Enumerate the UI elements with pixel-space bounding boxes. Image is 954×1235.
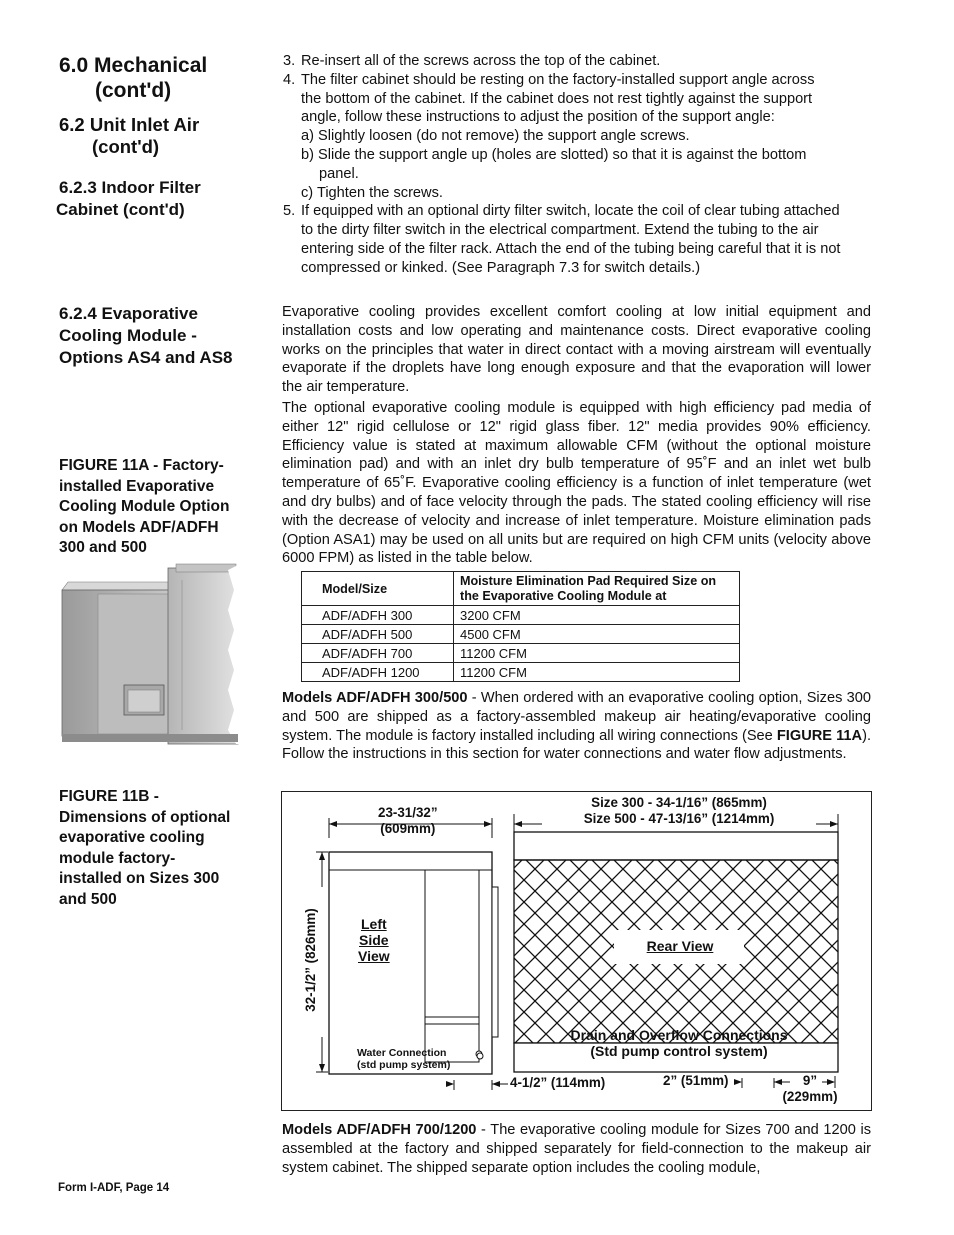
model-label: Models ADF/ADFH 300/500 [282, 690, 468, 706]
list-text: The filter cabinet should be resting on the factory-installed support angle across [301, 71, 815, 88]
sub-item: b) Slide the support angle up (holes are slotted) so that it is against the bottom [301, 146, 807, 163]
caption-line: FIGURE 11A - Factory- [59, 457, 224, 474]
dimension-bottom-114mm: 4-1/2” (114mm) [510, 1075, 606, 1090]
caption-line: installed on Sizes 300 [59, 870, 220, 887]
view-label-line: Left [360, 916, 387, 932]
view-label-line: Side [359, 932, 389, 948]
list-number: 4. [283, 71, 296, 88]
figure-11b-diagram [281, 791, 872, 1111]
dimension-label: (229mm) [782, 1089, 838, 1104]
instruction-list [283, 52, 873, 278]
section-heading-6-0 [59, 53, 207, 103]
heading-line: 6.0 Mechanical [59, 54, 208, 77]
evaporative-module-photo [58, 560, 240, 746]
table-row [302, 644, 740, 663]
list-number: 3. [283, 53, 296, 69]
dimension-height: 32-1/2” (826mm) [303, 908, 318, 1012]
figure-reference: FIGURE 11A [776, 727, 863, 744]
table-cell: 4500 CFM [454, 625, 740, 644]
paragraph-models-300-500 [282, 689, 871, 764]
caption-line: Dimensions of optional [59, 808, 231, 826]
list-text: compressed or kinked. (See Paragraph 7.3 for switch details.) [301, 259, 701, 276]
list-item [283, 202, 873, 277]
dimension-width-right [542, 795, 816, 827]
section-heading-6-2 [59, 114, 199, 158]
list-text: to the dirty filter switch in the electrical compartment. Extend the tubing to the air [301, 222, 819, 239]
table-header-cell: Moisture Elimination Pad Required Size on the Evaporative Cooling Module at [454, 572, 740, 606]
paragraph-models-700-1200 [282, 1121, 871, 1177]
heading-line: 6.2.4 Evaporative [59, 304, 198, 323]
caption-line: Cooling Module Option [59, 498, 230, 515]
table-header-row [302, 572, 740, 606]
drain-overflow-label [534, 1027, 824, 1059]
table-cell: ADF/ADFH 300 [302, 606, 454, 625]
table-row [302, 663, 740, 682]
rear-view-label: Rear View [646, 938, 714, 954]
paragraph-text: - When ordered with an evaporative cooling option, Sizes 300 and 500 are shipped as a factory-assembled makeup air heating/evaporative cooling system. The module is factory installed including all wiring connections (See [282, 690, 871, 744]
label-line: (std pump system) [357, 1059, 451, 1071]
dimension-label: 9” [802, 1073, 818, 1088]
moisture-pad-table [301, 571, 740, 682]
list-number: 5. [283, 203, 296, 220]
heading-line: Cabinet (cont'd) [56, 200, 185, 219]
table-cell: ADF/ADFH 500 [302, 625, 454, 644]
list-text: entering side of the filter rack. Attach the end of the tubing being careful that it is not [301, 240, 841, 257]
caption-line: 300 and 500 [59, 539, 147, 556]
caption-line: FIGURE 11B - [59, 788, 159, 805]
heading-line: 6.2.3 Indoor Filter [59, 178, 201, 197]
dimension-bottom-229mm [778, 1073, 842, 1105]
table-row [302, 625, 740, 644]
water-connection-label [357, 1047, 450, 1071]
dimension-label: (609mm) [380, 821, 436, 836]
list-item [283, 52, 873, 71]
heading-line: 6.2 Unit Inlet Air [59, 114, 200, 135]
caption-line: module factory- [59, 849, 176, 867]
table-cell: ADF/ADFH 1200 [302, 663, 454, 682]
figure-11a-caption [59, 456, 229, 559]
list-text: angle, follow these instructions to adjust the position of the support angle: [301, 109, 775, 126]
paragraph-evap-media: The optional evaporative cooling module is equipped with high efficiency pad media of either 12" rigid cellulose or 12" rigid glass fiber. 12" media provides 90% efficiency. Efficiency value is stated at maximum allowable CFM (without the optional moisture elimination pad) and with an inlet dry bulb temperature of 95˚F and an inlet wet bulb temperature of 65˚F. Evaporative cooling efficiency is a function of inlet temperature (wet and dry bulbs) and of face velocity through the pads. The stated cooling efficiency will rise with the decrease of velocity and increase of inlet temperature. Moisture elimination pads (Option ASA1) may be used on all units but are required on high CFM units (velocity above 6000 FPM) as listed in the table below. [282, 400, 871, 567]
list-text: Re-insert all of the screws across the top of the cabinet. [301, 53, 661, 69]
left-side-view-label [358, 916, 390, 964]
view-label-line: View [358, 948, 390, 964]
section-heading-6-2-3 [56, 177, 201, 221]
heading-line: Cooling Module - [59, 326, 197, 345]
caption-line: installed Evaporative [59, 477, 215, 495]
paragraph-text: ). Follow the instructions in this section for water connections and water flow adjustments. [282, 727, 871, 763]
model-label: Models ADF/ADFH 700/1200 [282, 1122, 477, 1138]
table-cell: 11200 CFM [454, 644, 740, 663]
paragraph-evap-intro: Evaporative cooling provides excellent comfort cooling at low initial equipment and installation costs and low operating and maintenance costs. Direct evaporative cooling works on the principles that water in direct contact with a moving airstream will eventually evaporate if the droplets have long enough exposure and that the evaporation will lower the air temperature. [282, 304, 871, 396]
label-line: (Std pump control system) [590, 1043, 768, 1059]
dimension-width-left [378, 805, 438, 837]
figure-11b-caption [59, 787, 230, 910]
label-line: Drain and Overflow Connections [570, 1027, 788, 1043]
heading-line: (cont'd) [92, 136, 160, 157]
list-text: the bottom of the cabinet. If the cabinet does not rest tightly against the support [301, 90, 813, 107]
table-cell: ADF/ADFH 700 [302, 644, 454, 663]
paragraph-text: - The evaporative cooling module for Sizes 700 and 1200 is assembled at the factory and shipped separately for field-connection to the makeup air system cabinet. The shipped separate option includes the cooling module, [282, 1122, 872, 1176]
list-text: If equipped with an optional dirty filter switch, locate the coil of clear tubing attached [301, 203, 840, 220]
table-cell: 3200 CFM [454, 606, 740, 625]
dimension-label: 23-31/32” [378, 805, 438, 820]
dimension-label: Size 500 - 47-13/16” (1214mm) [583, 811, 775, 826]
list-item [283, 71, 873, 203]
page-footer: Form I-ADF, Page 14 [58, 1182, 170, 1194]
table-row [302, 606, 740, 625]
table-cell: 11200 CFM [454, 663, 740, 682]
dimension-label: Size 300 - 34-1/16” (865mm) [591, 795, 767, 810]
section-heading-6-2-4 [59, 303, 233, 369]
caption-line: on Models ADF/ADFH [59, 518, 219, 536]
heading-line: (cont'd) [95, 79, 172, 102]
caption-line: and 500 [59, 890, 117, 908]
label-line: Water Connection [357, 1047, 447, 1059]
sub-item: a) Slightly loosen (do not remove) the support angle screws. [301, 128, 690, 145]
sub-item: c) Tighten the screws. [301, 184, 443, 201]
caption-line: evaporative cooling [59, 829, 205, 846]
table-header-cell: Model/Size [302, 572, 454, 606]
dimension-bottom-51mm: 2” (51mm) [663, 1073, 729, 1088]
heading-line: Options AS4 and AS8 [59, 348, 233, 367]
sub-item: panel. [319, 165, 359, 182]
